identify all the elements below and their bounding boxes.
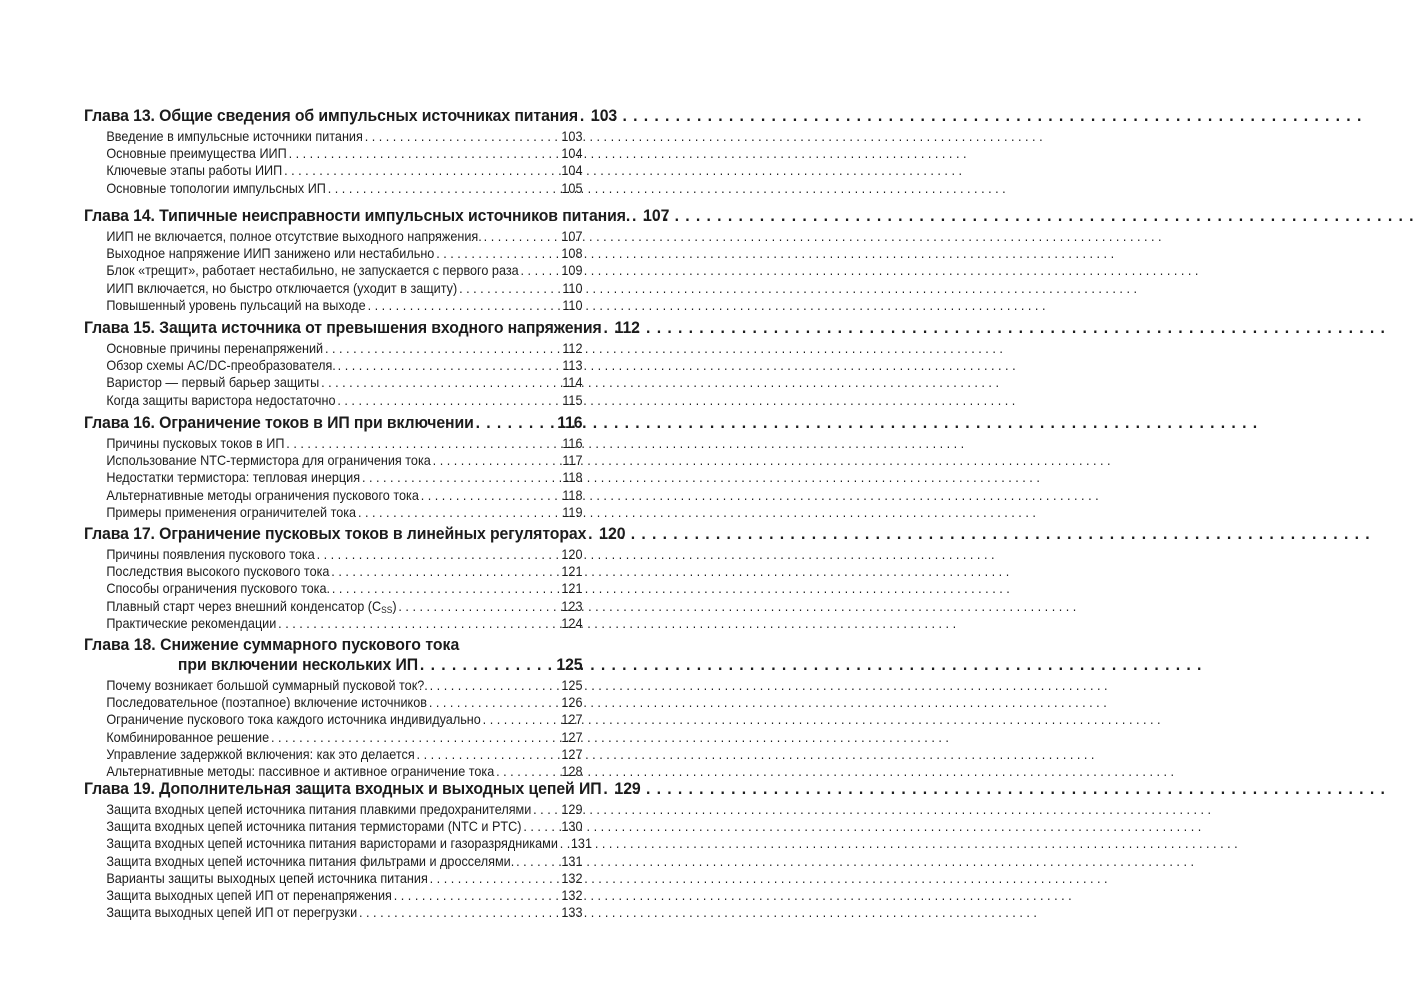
entry-page-number: 130 (561, 819, 583, 835)
dot-leader (417, 746, 560, 763)
chapter-13 (84, 106, 618, 197)
dot-leader (523, 818, 559, 835)
entry-title: Защита выходных цепей ИП от перенапряжения (106, 887, 392, 903)
entry-page-number: 119 (562, 504, 583, 520)
entry-title: Введение в импульсные источники питания (106, 129, 363, 144)
toc-entry[interactable] (106, 711, 582, 728)
entry-page-number: 127 (561, 729, 583, 745)
entry-title: Способы ограничения пускового тока. (106, 581, 330, 597)
entry-page-number: 115 (562, 392, 583, 408)
entry-title: ИИП включается, но быстро отключается (уходит в защиту) (106, 280, 458, 296)
entry-title: Основные причины перенапряжений (106, 341, 324, 356)
chapter-page-number: 116 (557, 413, 583, 432)
dot-leader (533, 801, 559, 818)
entry-page-number: 114 (562, 375, 583, 391)
chapter-heading[interactable] (84, 413, 582, 434)
dot-leader (328, 180, 560, 197)
entry-title: Причины появления пускового тока (106, 547, 315, 562)
chapter-entries (84, 228, 582, 314)
dot-leader (289, 145, 560, 162)
toc-entry[interactable] (106, 818, 582, 835)
dot-leader (284, 162, 559, 179)
chapter-heading[interactable] (84, 655, 582, 676)
toc-entry[interactable] (106, 763, 582, 780)
subscript: SS (381, 604, 393, 615)
toc-entry[interactable] (106, 853, 582, 870)
toc-entry[interactable] (106, 262, 582, 279)
entry-page-number: 132 (561, 870, 583, 886)
dot-leader (516, 853, 559, 870)
dot-leader (603, 318, 612, 338)
entry-title: Повышенный уровень пульсаций на выходе (106, 297, 366, 313)
dot-leader (421, 487, 561, 504)
toc-entry[interactable] (106, 452, 582, 469)
chapter-entries (84, 435, 582, 521)
chapter-title: Глава 14. Типичные неисправности импульсных источников питания. (84, 206, 631, 225)
entry-page-number: 113 (562, 358, 583, 374)
toc-entry[interactable] (106, 162, 582, 179)
entry-title: Защита выходных цепей ИП от перегрузки (106, 905, 358, 921)
dot-leader (271, 729, 560, 746)
chapter-entries (84, 128, 582, 197)
dot-leader (580, 106, 589, 126)
toc-entry[interactable] (106, 746, 582, 763)
toc-entry[interactable] (106, 904, 582, 921)
toc-entry[interactable] (106, 128, 582, 145)
entry-title: Последовательное (поэтапное) включение источников (106, 695, 427, 711)
toc-entry[interactable] (106, 677, 582, 694)
toc-entry[interactable] (106, 598, 582, 615)
entry-title: Выходное напряжение ИИП занижено или нестабильно (106, 246, 435, 262)
chapter-15 (84, 318, 640, 409)
toc-entry[interactable] (106, 615, 582, 632)
entry-page-number: 121 (561, 581, 583, 597)
toc-entry[interactable] (106, 546, 582, 563)
entry-page-number: 127 (561, 746, 583, 762)
chapter-title: Глава 13. Общие сведения об импульсных источниках питания (84, 106, 579, 125)
chapter-entries (84, 546, 582, 632)
chapter-heading[interactable] (84, 318, 640, 339)
entry-page-number: 116 (562, 436, 583, 451)
entry-title: Почему возникает большой суммарный пусковой ток?. (106, 678, 428, 693)
toc-entry[interactable] (106, 228, 582, 245)
chapter-19 (84, 779, 641, 921)
entry-title: Когда защиты варистора недостаточно (106, 392, 336, 408)
chapter-entries (84, 801, 592, 921)
entry-page-number: 117 (562, 453, 583, 469)
entry-title: Обзор схемы AC/DC-преобразователя. (106, 358, 336, 374)
toc-entry[interactable] (106, 374, 582, 391)
dot-leader (476, 413, 556, 433)
entry-page-number: 104 (561, 163, 583, 179)
entry-title: ИИП не включается, полное отсутствие выходного напряжения. (106, 229, 482, 244)
entry-page-number: 112 (562, 341, 583, 356)
toc-entry[interactable] (106, 357, 582, 374)
toc-entry[interactable] (106, 835, 592, 852)
entry-title: Практические рекомендации (106, 615, 277, 631)
entry-page-number: 129 (561, 802, 583, 817)
entry-page-number: 133 (561, 905, 583, 921)
dot-leader (483, 711, 560, 728)
entry-title: Примеры применения ограничителей тока (106, 504, 357, 520)
chapter-entries (84, 677, 582, 780)
chapter-title: Глава 19. Дополнительная защита входных и выходных цепей ИП (84, 779, 602, 798)
chapter-heading[interactable] (84, 106, 618, 127)
entry-page-number: 126 (561, 695, 583, 711)
chapter-17 (84, 524, 626, 632)
entry-title: Причины пусковых токов в ИП (106, 436, 285, 451)
entry-title: Управление задержкой включения: как это делается (106, 746, 415, 762)
dot-leader (317, 546, 560, 563)
entry-title-end: ) (392, 598, 397, 614)
chapter-page-number: 129 (614, 779, 641, 798)
entry-title: Ключевые этапы работы ИИП (106, 163, 283, 179)
entry-title: Защита входных цепей источника питания варисторами и газоразрядниками (106, 836, 558, 852)
dot-leader (365, 128, 560, 145)
dot-leader (588, 524, 597, 544)
entry-page-number: 128 (561, 763, 583, 779)
entry-title: Недостатки термистора: тепловая инерция (106, 470, 361, 486)
dot-leader (632, 206, 641, 226)
toc-entry[interactable] (106, 801, 582, 818)
toc-entry[interactable] (106, 435, 582, 452)
chapter-16 (84, 413, 582, 521)
dot-leader (484, 228, 560, 245)
dot-leader (359, 904, 560, 921)
entry-page-number: 132 (561, 887, 583, 903)
entry-page-number: 131 (561, 853, 583, 869)
entry-title: Ограничение пускового тока каждого источника индивидуально (106, 712, 481, 728)
entry-title: Основные топологии импульсных ИП (106, 180, 326, 196)
entry-title: Защита входных цепей источника питания термисторами (NTC и PTC) (106, 819, 522, 835)
chapter-entries (84, 340, 582, 409)
entry-title: Защита входных цепей источника питания плавкими предохранителями (106, 802, 532, 817)
chapter-page-number: 112 (614, 318, 640, 337)
toc-entry[interactable] (106, 469, 582, 486)
entry-title: Защита входных цепей источника питания фильтрами и дросселями. (106, 853, 515, 869)
entry-page-number: 124 (561, 615, 583, 631)
toc-entry[interactable] (106, 145, 582, 162)
dot-leader (521, 262, 560, 279)
toc-entry[interactable] (106, 870, 582, 887)
entry-page-number: 108 (561, 246, 583, 262)
entry-page-number: 118 (562, 487, 583, 503)
chapter-page-number: 107 (643, 206, 670, 225)
dot-leader (398, 598, 559, 615)
entry-title: Основные преимущества ИИП (106, 146, 287, 162)
entry-page-number: 107 (561, 229, 583, 244)
toc-entry[interactable] (106, 487, 582, 504)
toc-entry[interactable] (106, 504, 582, 521)
dot-leader (430, 677, 560, 694)
entry-title: Альтернативные методы ограничения пускового тока (106, 487, 419, 503)
chapter-page-number: 120 (599, 524, 626, 543)
toc-entry[interactable] (106, 180, 582, 197)
entry-title: Использование NTC-термистора для ограничения тока (106, 453, 431, 469)
entry-title: Блок «трещит», работает нестабильно, не запускается с первого раза (106, 263, 519, 279)
dot-leader (433, 452, 561, 469)
dot-leader (278, 615, 559, 632)
chapter-14 (84, 206, 670, 314)
chapter-heading[interactable] (84, 206, 670, 227)
chapter-title: Глава 16. Ограничение токов в ИП при включении (84, 413, 474, 432)
dot-leader (420, 655, 555, 675)
chapter-title-line2: при включении нескольких ИП (177, 655, 419, 674)
entry-page-number: 127 (561, 712, 583, 728)
dot-leader (337, 392, 560, 409)
entry-title: Варианты защиты выходных цепей источника питания (106, 870, 428, 886)
toc-entry[interactable] (106, 392, 582, 409)
dot-leader (338, 357, 561, 374)
toc-entry[interactable] (106, 340, 582, 357)
entry-page-number: 131 (570, 836, 592, 852)
dot-leader (368, 297, 561, 314)
dot-leader (362, 469, 561, 486)
dot-leader (430, 870, 560, 887)
entry-page-number: 120 (561, 547, 583, 562)
entry-page-number: 104 (561, 146, 583, 162)
toc-entry[interactable] (106, 245, 582, 262)
entry-page-number: 110 (562, 297, 583, 313)
entry-page-number: 109 (561, 263, 583, 279)
chapter-18 (84, 635, 582, 780)
toc-entry[interactable] (106, 694, 582, 711)
entry-title: Альтернативные методы: пассивное и активное ограничение тока (106, 763, 495, 779)
dot-leader (358, 504, 561, 521)
toc-entry[interactable] (106, 297, 582, 314)
dot-leader (321, 374, 560, 391)
dot-leader (325, 340, 560, 357)
entry-title: Комбинированное решение (106, 729, 270, 745)
chapter-title: Глава 18. Снижение суммарного пускового тока (84, 635, 460, 654)
dot-leader (496, 763, 559, 780)
dot-leader (286, 435, 560, 452)
dot-leader (394, 887, 560, 904)
dot-leader (603, 779, 612, 799)
toc-entry[interactable] (106, 280, 582, 297)
entry-page-number: 110 (562, 280, 583, 296)
entry-title-main: Плавный старт через внешний конденсатор (C (106, 598, 382, 614)
entry-page-number: 105 (561, 180, 583, 196)
dot-leader (459, 280, 560, 297)
dot-leader (331, 563, 559, 580)
toc-entry[interactable] (106, 729, 582, 746)
chapter-heading[interactable] (84, 779, 641, 800)
chapter-page-number: 103 (591, 106, 618, 125)
dot-leader (436, 245, 559, 262)
entry-page-number: 118 (562, 470, 583, 486)
dot-leader (560, 835, 569, 852)
entry-page-number: 125 (561, 678, 583, 693)
entry-page-number: 103 (561, 129, 583, 144)
chapter-page-number: 125 (556, 655, 583, 674)
entry-page-number: 123 (561, 598, 583, 614)
toc-entry[interactable] (106, 580, 582, 597)
toc-entry[interactable] (106, 887, 582, 904)
toc-entry[interactable] (106, 563, 582, 580)
chapter-heading-line1[interactable] (84, 635, 582, 655)
dot-leader (429, 694, 560, 711)
entry-title: Варистор — первый барьер защиты (106, 375, 320, 391)
entry-title: Последствия высокого пускового тока (106, 564, 330, 580)
entry-page-number: 121 (561, 564, 583, 580)
dot-leader (332, 580, 560, 597)
chapter-title: Глава 17. Ограничение пусковых токов в линейных регуляторах (84, 524, 587, 543)
chapter-heading[interactable] (84, 524, 626, 545)
chapter-title: Глава 15. Защита источника от превышения входного напряжения (84, 318, 602, 337)
